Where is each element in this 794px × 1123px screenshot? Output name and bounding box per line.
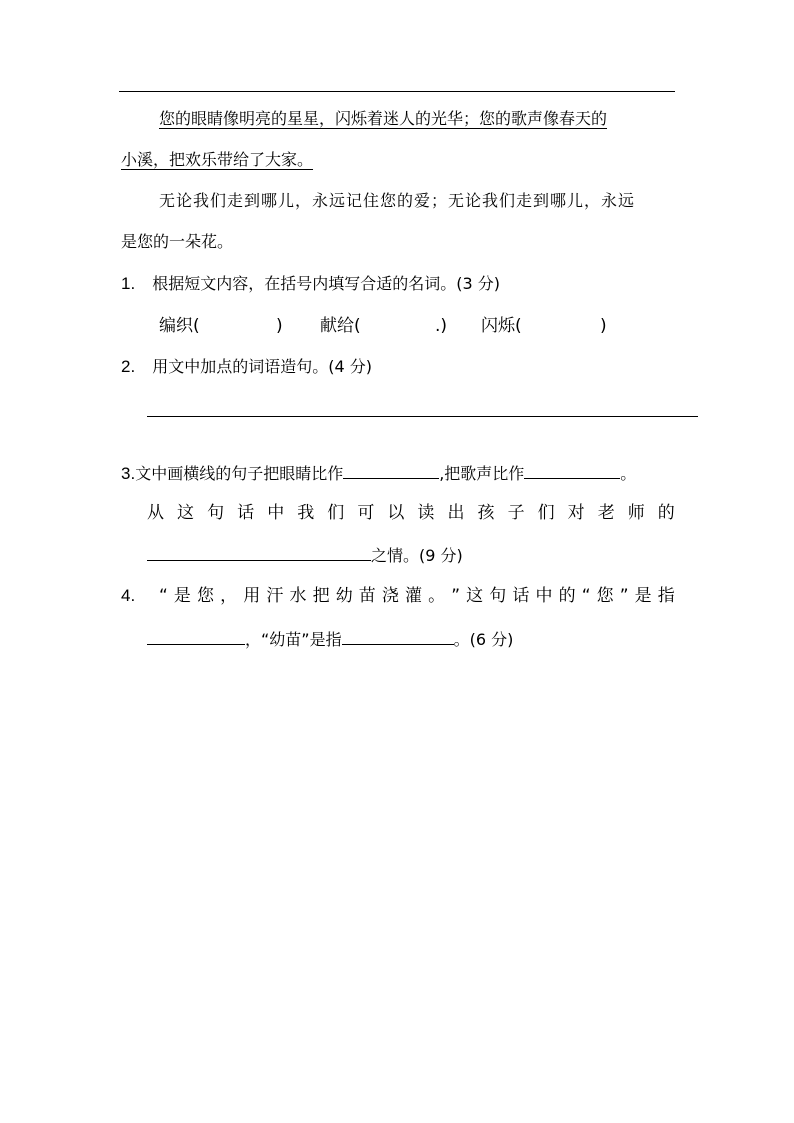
- question-3: [121, 462, 636, 484]
- q4-blank-seedling[interactable]: [342, 628, 454, 645]
- question-end: 。: [620, 464, 637, 483]
- q1-close-1: ): [276, 316, 283, 336]
- q4-blank-you[interactable]: [147, 628, 245, 645]
- q1-blank-3[interactable]: [531, 316, 599, 336]
- q1-item-weave: 编织(: [159, 316, 200, 336]
- q3-line-3: [147, 544, 463, 566]
- passage-line-2: 小溪，把欢乐带给了大家。: [121, 150, 314, 169]
- q2-answer-line[interactable]: [147, 416, 698, 417]
- passage-line-4: 是您的一朵花。: [121, 232, 234, 251]
- q1-close-3: ): [600, 316, 607, 336]
- q1-close-2: .): [435, 316, 448, 336]
- question-4-text: “ 是 您 ， 用 汗 水 把 幼 苗 浇 灌 。 ” 这 句 话 中 的 “ 您 ” 是 指: [159, 586, 675, 606]
- question-mid: ，“幼苗”是指: [245, 630, 342, 649]
- q3-blank-eyes[interactable]: [343, 462, 439, 479]
- question-number: 1.: [121, 274, 136, 293]
- q1-item-sparkle: 闪烁(: [481, 316, 522, 336]
- q4-line-2: [147, 628, 513, 650]
- question-text: 根据短文内容，在括号内填写合适的名词。(3 分): [152, 274, 501, 293]
- q1-blank-2[interactable]: [370, 316, 434, 336]
- question-text-b: ,把歌声比作: [439, 464, 525, 483]
- question-1: [121, 274, 500, 294]
- header-rule: [119, 91, 675, 92]
- question-text-a: 文中画横线的句子把眼睛比作: [135, 464, 344, 483]
- question-tail: 之情。(9 分): [371, 546, 463, 565]
- question-4-number: 4.: [121, 586, 136, 605]
- question-tail: 。(6 分): [453, 630, 514, 649]
- question-number: 3.: [121, 464, 136, 483]
- q3-blank-song[interactable]: [524, 462, 620, 479]
- question-2: [121, 357, 372, 377]
- question-number: 2.: [121, 357, 136, 376]
- q1-blank-1[interactable]: [209, 316, 283, 336]
- passage-line-3: 无论我们走到哪儿，永远记住您的爱；无论我们走到哪儿，永远: [159, 191, 636, 210]
- q1-item-offer: 献给(: [320, 316, 361, 336]
- q3-line-2: 从 这 句 话 中 我 们 可 以 读 出 孩 子 们 对 老 师 的: [147, 503, 675, 523]
- q3-blank-feeling[interactable]: [147, 544, 371, 561]
- passage-line-1: 您的眼睛像明亮的星星，闪烁着迷人的光华；您的歌声像春天的: [159, 109, 608, 128]
- question-text: 用文中加点的词语造句。(4 分): [152, 357, 373, 376]
